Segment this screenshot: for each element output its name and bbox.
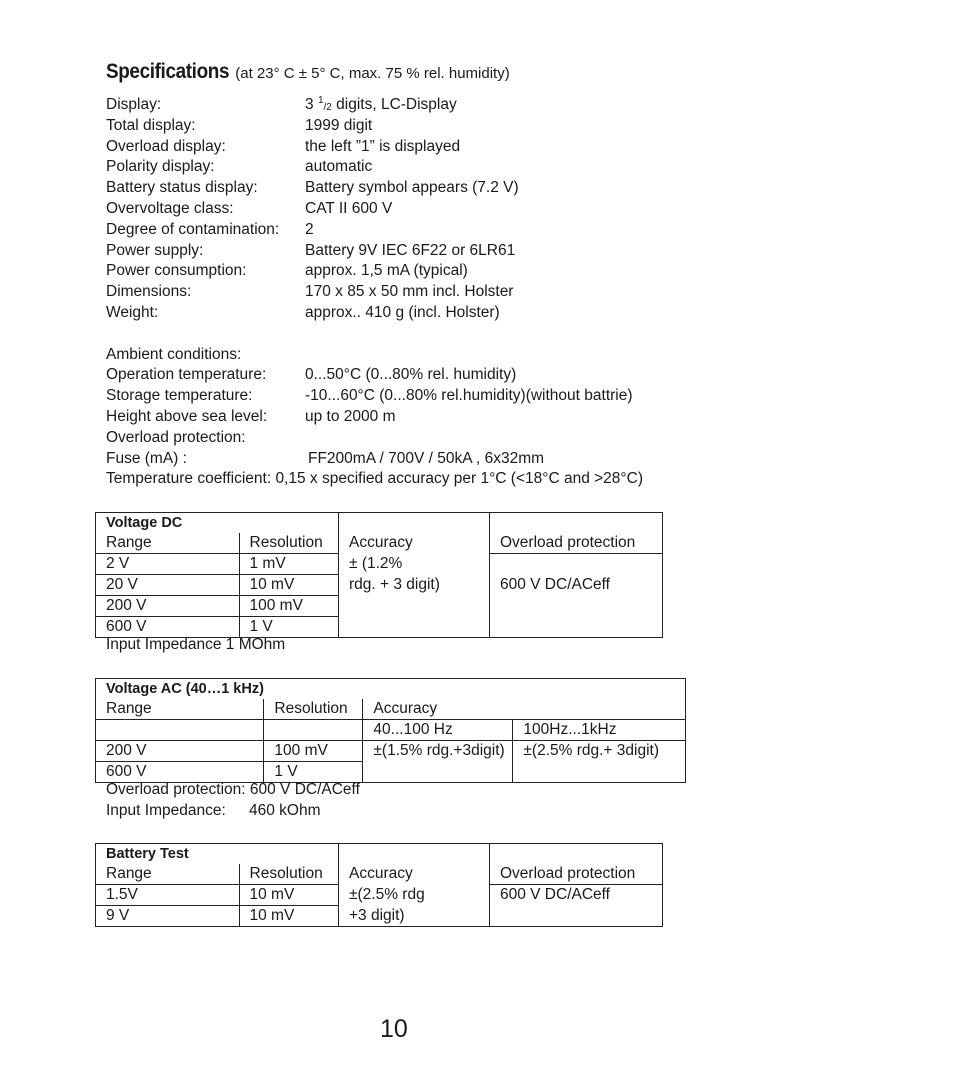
spec-value: 1999 digit bbox=[305, 116, 373, 134]
spec-label: Power consumption: bbox=[106, 262, 247, 280]
ac-overload-protection: Overload protection: 600 V DC/ACeff bbox=[106, 781, 360, 798]
range-cell: 600 V bbox=[96, 617, 240, 638]
table-title: Battery Test bbox=[96, 844, 240, 865]
table-title: Voltage DC bbox=[96, 513, 240, 534]
frequency-header: 100Hz...1kHz bbox=[513, 720, 686, 741]
table-cell bbox=[339, 617, 490, 638]
spec-value: 170 x 85 x 50 mm incl. Holster bbox=[305, 283, 514, 301]
column-header: Accuracy bbox=[339, 864, 490, 885]
table-cell bbox=[339, 844, 490, 865]
spec-label: Total display: bbox=[106, 116, 196, 134]
column-header: Resolution bbox=[239, 864, 339, 885]
table-cell bbox=[363, 679, 513, 700]
range-cell: 600 V bbox=[96, 762, 264, 783]
table-cell bbox=[264, 720, 363, 741]
spec-value: approx.. 410 g (incl. Holster) bbox=[305, 303, 500, 321]
voltage-ac-table bbox=[95, 678, 686, 783]
accuracy-cell: ± (1.2% bbox=[339, 554, 490, 575]
spec-label: Polarity display: bbox=[106, 158, 215, 176]
overload-cell: 600 V DC/ACeff bbox=[490, 885, 663, 906]
column-header: Overload protection bbox=[490, 864, 663, 885]
page-number: 10 bbox=[380, 1015, 408, 1043]
frequency-header: 40...100 Hz bbox=[363, 720, 513, 741]
range-cell: 9 V bbox=[96, 906, 240, 927]
spec-label: Storage temperature: bbox=[106, 387, 253, 405]
accuracy-cell: rdg. + 3 digit) bbox=[339, 575, 490, 596]
spec-label: Operation temperature: bbox=[106, 366, 267, 384]
column-header: Overload protection bbox=[490, 533, 663, 554]
resolution-cell: 1 mV bbox=[239, 554, 339, 575]
specifications-heading bbox=[106, 60, 510, 84]
table-cell bbox=[239, 513, 339, 534]
range-cell: 1.5V bbox=[96, 885, 240, 906]
table-cell bbox=[513, 762, 686, 783]
spec-value: Battery 9V IEC 6F22 or 6LR61 bbox=[305, 241, 516, 259]
column-header: Resolution bbox=[239, 533, 339, 554]
spec-label: Height above sea level: bbox=[106, 407, 268, 425]
ac-input-impedance-label: Input Impedance: bbox=[106, 802, 226, 819]
table-cell bbox=[513, 699, 686, 720]
column-header: Range bbox=[96, 533, 240, 554]
table-cell bbox=[513, 679, 686, 700]
ac-input-impedance-value: 460 kOhm bbox=[249, 802, 321, 819]
accuracy-cell: ±(1.5% rdg.+3digit) bbox=[363, 741, 513, 762]
spec-value: FF200mA / 700V / 50kA , 6x32mm bbox=[308, 449, 545, 467]
temp-coefficient: Temperature coefficient: 0,15 x specified accuracy per 1°C (<18°C and >28°C) bbox=[106, 470, 643, 488]
column-header: Range bbox=[96, 699, 264, 720]
table-cell bbox=[490, 906, 663, 927]
spec-value: 2 bbox=[305, 220, 314, 238]
resolution-cell: 10 mV bbox=[239, 906, 339, 927]
table-cell bbox=[490, 554, 663, 575]
column-header: Accuracy bbox=[363, 699, 513, 720]
resolution-cell: 1 V bbox=[264, 762, 363, 783]
column-header: Range bbox=[96, 864, 240, 885]
resolution-cell: 100 mV bbox=[264, 741, 363, 762]
overload-cell: 600 V DC/ACeff bbox=[490, 575, 663, 596]
column-header: Accuracy bbox=[339, 533, 490, 554]
spec-value: automatic bbox=[305, 158, 373, 176]
spec-label: Display: bbox=[106, 96, 162, 113]
table-cell bbox=[363, 762, 513, 783]
section-title: Specifications bbox=[106, 60, 230, 83]
table-cell bbox=[490, 844, 663, 865]
column-header: Resolution bbox=[264, 699, 363, 720]
spec-label: Fuse (mA) : bbox=[106, 449, 187, 467]
range-cell: 2 V bbox=[96, 554, 240, 575]
table-cell bbox=[264, 679, 363, 700]
accuracy-cell: ±(2.5% rdg bbox=[339, 885, 490, 906]
resolution-cell: 1 V bbox=[239, 617, 339, 638]
spec-label: Weight: bbox=[106, 303, 159, 321]
spec-value: approx. 1,5 mA (typical) bbox=[305, 262, 468, 280]
table-cell bbox=[490, 617, 663, 638]
resolution-cell: 10 mV bbox=[239, 885, 339, 906]
range-cell: 20 V bbox=[96, 575, 240, 596]
accuracy-cell: +3 digit) bbox=[339, 906, 490, 927]
table-title: Voltage AC (40…1 kHz) bbox=[96, 679, 264, 700]
spec-value: the left ”1” is displayed bbox=[305, 137, 461, 155]
spec-label: Overvoltage class: bbox=[106, 199, 234, 217]
resolution-cell: 10 mV bbox=[239, 575, 339, 596]
table-cell bbox=[339, 513, 490, 534]
range-cell: 200 V bbox=[96, 596, 240, 617]
section-conditions: (at 23° C ± 5° C, max. 75 % rel. humidity) bbox=[235, 65, 510, 82]
resolution-cell: 100 mV bbox=[239, 596, 339, 617]
spec-label: Overload display: bbox=[106, 137, 226, 155]
ambient-heading: Ambient conditions: bbox=[106, 345, 242, 363]
battery-test-table bbox=[95, 843, 663, 927]
table-cell bbox=[339, 596, 490, 617]
spec-label: Dimensions: bbox=[106, 283, 192, 301]
spec-label: Power supply: bbox=[106, 241, 204, 259]
range-cell: 200 V bbox=[96, 741, 264, 762]
spec-label: Degree of contamination: bbox=[106, 220, 280, 238]
spec-value: 0...50°C (0...80% rel. humidity) bbox=[305, 366, 517, 384]
spec-label: Battery status display: bbox=[106, 179, 258, 197]
spec-value: 3 $^1_{/2}$ digits, LC-Display bbox=[305, 95, 457, 113]
voltage-dc-table bbox=[95, 512, 663, 638]
table-cell bbox=[490, 513, 663, 534]
spec-value: CAT II 600 V bbox=[305, 199, 393, 217]
table-cell bbox=[239, 844, 339, 865]
accuracy-cell: ±(2.5% rdg.+ 3digit) bbox=[513, 741, 686, 762]
spec-value: Battery symbol appears (7.2 V) bbox=[305, 179, 519, 197]
spec-label: Overload protection: bbox=[106, 428, 246, 446]
table-cell bbox=[490, 596, 663, 617]
dc-input-impedance: Input Impedance 1 MOhm bbox=[106, 636, 286, 653]
table-cell bbox=[96, 720, 264, 741]
spec-value: -10...60°C (0...80% rel.humidity)(without battrie) bbox=[305, 387, 633, 405]
spec-value: up to 2000 m bbox=[305, 407, 396, 425]
